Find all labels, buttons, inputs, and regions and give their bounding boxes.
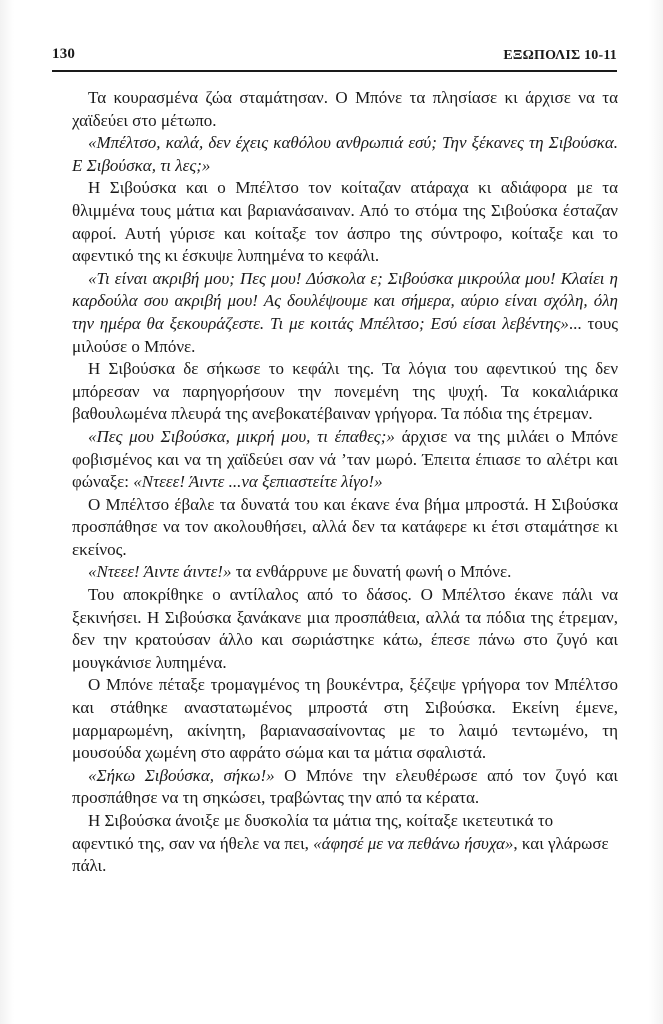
paragraph [72,494,618,562]
text-run: Η Σιβούσκα και ο Μπέλτσο τον κοίταζαν ατάραχα κι αδιάφορα με τα θλιμμένα τους μάτια και βαριανάσαιναν. Από το στόμα της Σιβούσκα έσταζαν αφροί. Αυτή γύρισε και κοίταξε τον άσπρο της σύντροφο, κοίταξε και το αφεντικό της κι έσκυψε λυπημένα το κεφάλι. [72,178,618,266]
text-run: Η Σιβούσκα άνοιξε με δυσκολία τα μάτια της, κοίταξε ικετευτικά το αφεντικό της, σαν να ήθελε να πει, [72,811,554,853]
paragraph [72,584,618,674]
text-run: τα ενθάρρυνε με δυνατή φωνή ο Μπόνε. [231,562,512,582]
running-title: ΕΞΩΠΟΛΙΣ 10-11 [503,48,617,63]
header-rule [52,70,617,72]
dialogue-run: «Πες μου Σιβούσκα, μικρή μου, τι έπαθες;» [88,426,395,446]
paragraph [72,358,618,426]
paragraph [72,87,618,132]
paragraph [72,177,618,267]
text-run: , και γλάρωσε πάλι. [72,833,609,876]
page-header [52,46,617,70]
text-run: Η Σιβούσκα δε σήκωσε το κεφάλι της. Τα λόγια του αφεντικού της δεν μπόρεσαν να παρηγορήσουν την πονεμένη της ψυχή. Τα κοκαλιάρικα βαθουλωμένα πλευρά της ανεβοκατέβαιναν γρήγορα. Τα πόδια της έτρεμαν. [72,359,618,424]
paragraph [72,674,618,764]
paragraph [72,132,618,177]
paragraph [72,561,618,584]
dialogue-run: «Τι είναι ακριβή μου; Πες μου! Δύσκολα ε; Σιβούσκα μικρούλα μου! Κλαίει η καρδούλα σου ακριβή μου! Ας δουλέψουμε και σήμερα, αύριο είναι σχόλη, όλη την ημέρα θα ξεκουράζεστε. Τι με κοιτάς Μπέλτσο; Εσύ είσαι λεβέντης» [72,268,618,333]
paragraph [72,268,618,358]
dialogue-run: «Ντεεε! Άιντε άιντε!» [88,562,232,582]
dialogue-run: «Σήκω Σιβούσκα, σήκω!» [88,765,275,785]
dialogue-run: «Μπέλτσο, καλά, δεν έχεις καθόλου ανθρωπιά εσύ; Την ξέκανες τη Σιβούσκα. Ε Σιβούσκα, τι λες;» [72,133,618,175]
text-run: Τα κουρασμένα ζώα σταμάτησαν. Ο Μπόνε τα πλησίασε κι άρχισε να τα χαϊδεύει στο μέτωπο. [72,88,618,130]
dialogue-run: «άφησέ με να πεθάνω ήσυχα» [313,833,514,853]
paragraph [72,810,618,878]
dialogue-run: «Ντεεε! Άιντε ...να ξεπιαστείτε λίγο!» [133,472,383,492]
page-number: 130 [52,46,76,62]
text-run: Ο Μπόνε την ελευθέρωσε από τον ζυγό και προσπάθησε να τη σηκώσει, τραβώντας την από τα κέρατα. [72,765,618,808]
text-run: ... τους μιλούσε ο Μπόνε. [72,313,618,356]
text-run: Ο Μπέλτσο έβαλε τα δυνατά του και έκανε ένα βήμα μπροστά. Η Σιβούσκα προσπάθησε να τον ακολουθήσει, αλλά δεν τα κατάφερε κι έτσι σταμάτησε κι εκείνος. [72,494,618,559]
body-text [72,87,618,878]
text-run: άρχισε να της μιλάει ο Μπόνε φοβισμένος και να τη χαϊδεύει σαν νά ’ταν μωρό. Έπειτα έπιασε το αλέτρι και φώναξε: [72,426,619,492]
text-run: Του αποκρίθηκε ο αντίλαλος από το δάσος. Ο Μπέλτσο έκανε πάλι να ξεκινήσει. Η Σιβούσκα ξανάκανε μια προσπάθεια, αλλά τα πόδια της έτρεμαν, δεν την κρατούσαν άλλο και σωριάστηκε κάτω, έπεσε πάνω στο ζυγό και μουγκάνισε λυπημένα. [72,585,618,672]
paragraph [72,426,618,494]
text-run: Ο Μπόνε πέταξε τρομαγμένος τη βουκέντρα, ξέζεψε γρήγορα τον Μπέλτσο και στάθηκε αναστατωμένος μπροστά στη Σιβούσκα. Εκείνη έμενε, μαρμαρωμένη, ακίνητη, βαριανασαίνοντας με το λαιμό τεντωμένο, τη μουσούδα χωμένη στο αφράτο σώμα και τα μάτια σφαλιστά. [72,675,618,763]
paragraph [72,765,618,810]
